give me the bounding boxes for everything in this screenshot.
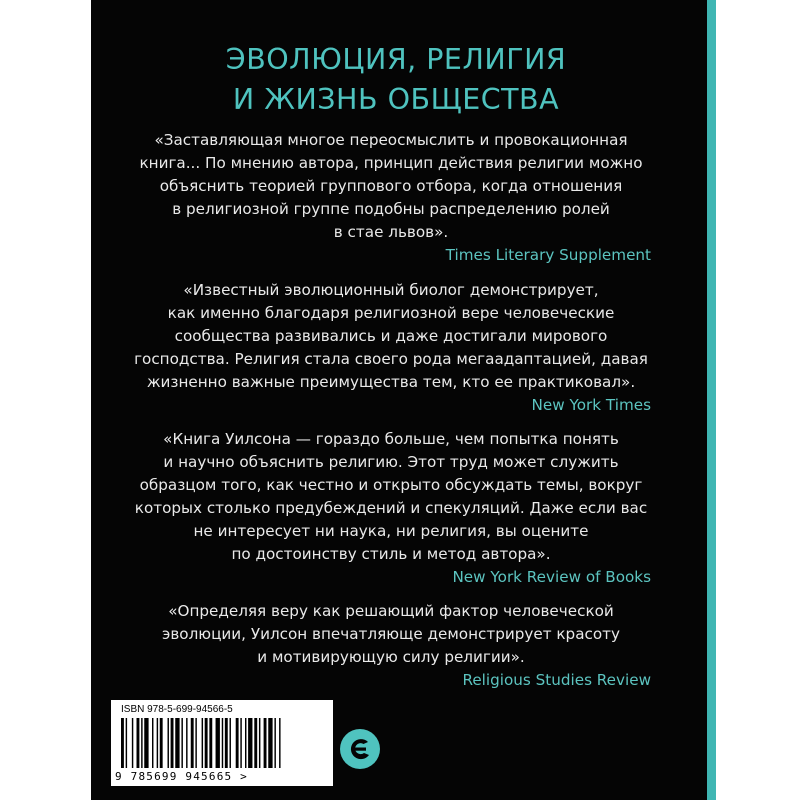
cover-title (91, 40, 701, 120)
title-line-1: ЭВОЛЮЦИЯ, РЕЛИГИЯ (225, 43, 567, 76)
isbn-label: ISBN 978-5-699-94566-5 (121, 704, 233, 715)
quote-line: как именно благодаря религиозной вере человеческие (167, 304, 615, 322)
quote-line: «Определяя веру как решающий фактор человеческой (168, 602, 614, 620)
isbn-barcode (111, 700, 333, 786)
quote-line: эволюции, Уилсон впечатляюще демонстрирует красоту (162, 625, 620, 643)
quote-line: книга... По мнению автора, принцип действия религии можно (139, 154, 643, 172)
quote-line: «Известный эволюционный биолог демонстрирует, (183, 281, 599, 299)
quote-line: жизненно важные преимущества тем, кто ее практиковал». (146, 373, 636, 391)
quote-line: в стае львов». (333, 223, 449, 241)
title-line-2: И ЖИЗНЬ ОБЩЕСТВА (232, 83, 560, 116)
review-quote (131, 600, 651, 692)
teal-edge-strip (707, 0, 716, 800)
review-quote (131, 279, 651, 417)
quote-line: образцом того, как честно и открыто обсуждать темы, вокруг (139, 476, 643, 494)
quote-line: не интересует ни наука, ни религия, вы оцените (193, 522, 589, 540)
quote-line: по достоинству стиль и метод автора». (231, 545, 551, 563)
quote-line: «Заставляющая многое переосмыслить и провокационная (154, 131, 628, 149)
quote-line: «Книга Уилсона — гораздо больше, чем попытка понять (163, 430, 619, 448)
quote-source: New York Times (531, 396, 651, 414)
quote-line: и научно объяснить религию. Этот труд может служить (163, 453, 619, 471)
quote-line: в религиозной группе подобны распределению ролей (172, 200, 610, 218)
quote-line: сообщества развивались и даже достигали мирового (174, 327, 608, 345)
book-back-cover (91, 0, 716, 800)
quote-source: Times Literary Supplement (445, 246, 651, 264)
quote-line: которых столько предубеждений и спекуляций. Даже если вас (134, 499, 648, 517)
quote-line: господства. Религия стала своего рода мегаадаптацией, давая (134, 350, 648, 368)
quote-line: и мотивирующую силу религии». (257, 648, 525, 666)
barcode-digits: 9 785699 945665 > (115, 770, 248, 783)
barcode-bars (121, 718, 323, 770)
quote-source: Religious Studies Review (462, 671, 651, 689)
quote-source: New York Review of Books (452, 568, 651, 586)
review-quote (131, 428, 651, 589)
review-quote (131, 129, 651, 267)
eksmo-logo-icon (339, 728, 381, 770)
quote-line: объяснить теорией группового отбора, когда отношения (159, 177, 623, 195)
